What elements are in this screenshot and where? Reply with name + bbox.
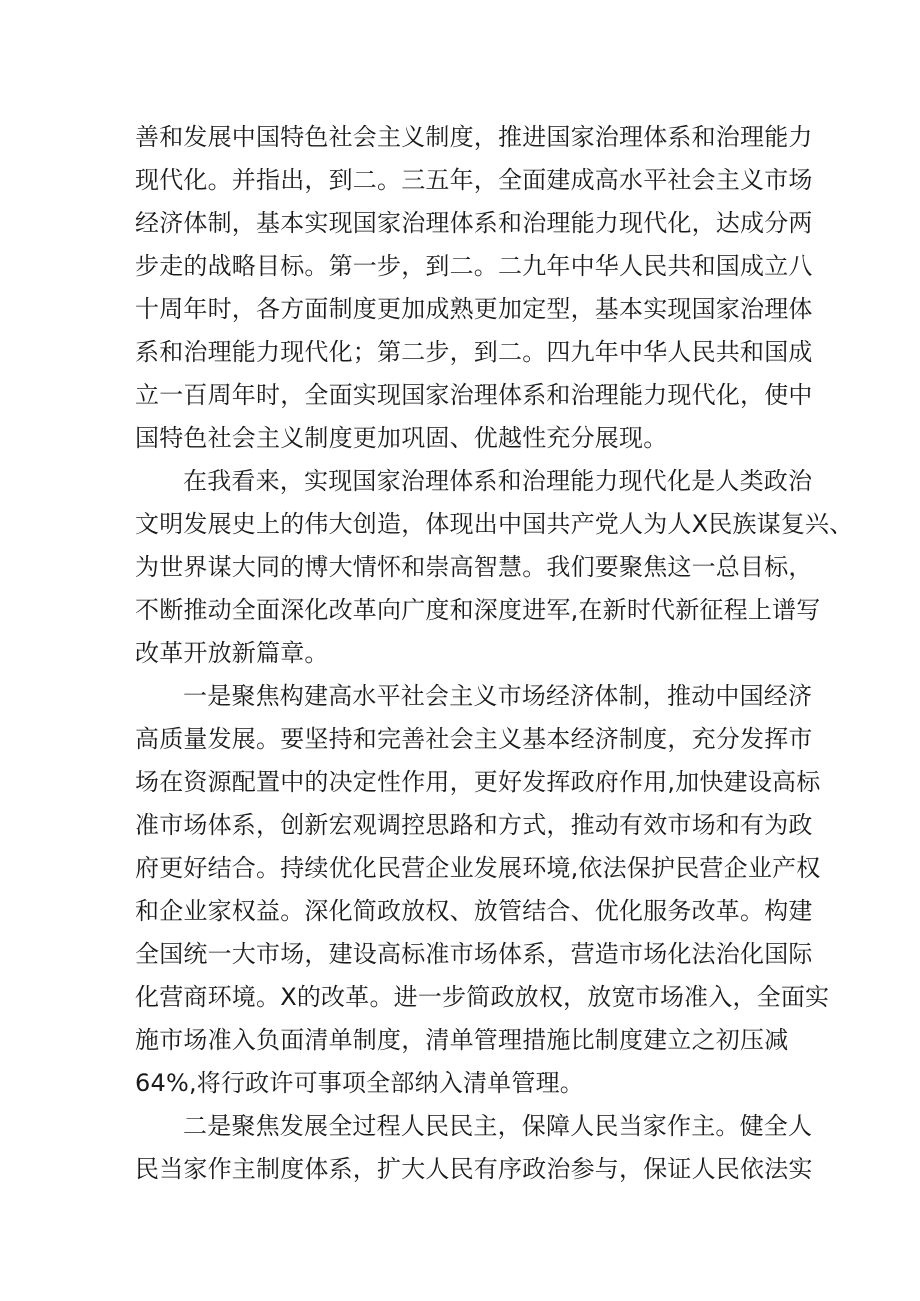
text-line: 化营商环境。X的改革。进一步简政放权，放宽市场准入，全面实 [135,983,830,1011]
text-line: 国特色社会主义制度更加巩固、优越性充分展现。 [135,424,668,452]
text-line: 场在资源配置中的决定性作用，更好发挥政府作用,加快建设高标 [135,768,821,796]
text-line: 经济体制，基本实现国家治理体系和治理能力现代化，达成分两 [135,209,813,237]
text-line: 准市场体系，创新宏观调控思路和方式，推动有效市场和有为政 [135,811,813,839]
paragraph-start-line: 二是聚焦发展全过程人民民主，保障人民当家作主。健全人 [183,1112,813,1140]
text-line: 系和治理能力现代化；第二步，到二。四九年中华人民共和国成 [135,338,813,366]
text-line: 现代化。并指出，到二。三五年，全面建成高水平社会主义市场 [135,166,813,194]
text-line: 高质量发展。要坚持和完善社会主义基本经济制度，充分发挥市 [135,725,813,753]
document-body [135,116,854,1191]
text-line: 十周年时，各方面制度更加成熟更加定型，基本实现国家治理体 [135,295,813,323]
text-line: 和企业家权益。深化简政放权、放管结合、优化服务改革。构建 [135,897,813,925]
text-line: 民当家作主制度体系，扩大人民有序政治参与，保证人民依法实 [135,1155,813,1183]
text-line: 不断推动全面深化改革向广度和深度进军,在新时代新征程上谱写 [135,596,821,624]
text-line: 立一百周年时，全面实现国家治理体系和治理能力现代化，使中 [135,381,813,409]
text-line: 改革开放新篇章。 [135,639,329,667]
text-line: 施市场准入负面清单制度，清单管理措施比制度建立之初压减 [135,1026,789,1054]
text-line: 府更好结合。持续优化民营企业发展环境,依法保护民营企业产权 [135,854,821,882]
text-line: 全国统一大市场，建设高标准市场体系，营造市场化法治化国际 [135,940,813,968]
text-line: 步走的战略目标。第一步，到二。二九年中华人民共和国成立八 [135,252,813,280]
text-line: 善和发展中国特色社会主义制度，推进国家治理体系和治理能力 [135,123,813,151]
text-line: 64%,将行政许可事项全部纳入清单管理。 [135,1069,584,1097]
text-line: 文明发展史上的伟大创造，体现出中国共产党人为人X民族谋复兴、 [135,510,854,538]
paragraph-start-line: 在我看来，实现国家治理体系和治理能力现代化是人类政治 [183,467,813,495]
paragraph-start-line: 一是聚焦构建高水平社会主义市场经济体制，推动中国经济 [183,682,813,710]
text-line: 为世界谋大同的博大情怀和崇高智慧。我们要聚焦这一总目标， [135,553,813,581]
